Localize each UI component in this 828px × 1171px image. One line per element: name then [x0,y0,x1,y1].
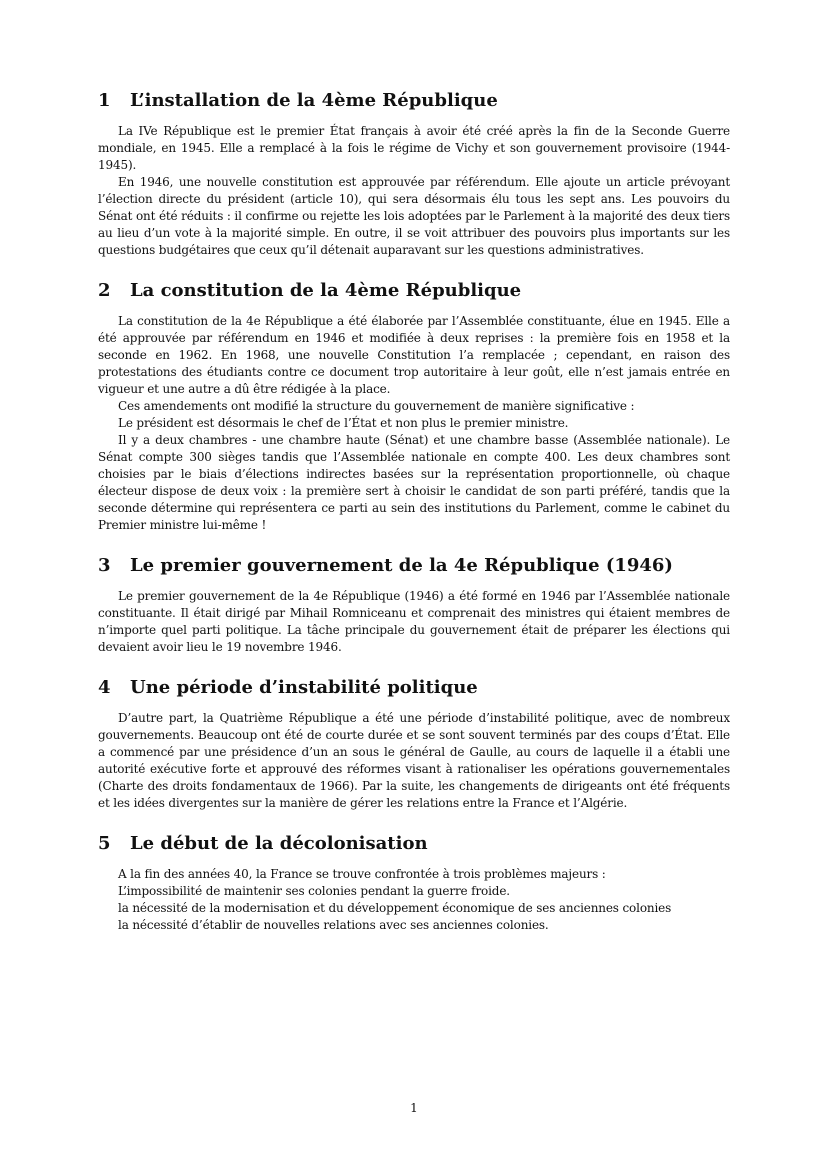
paragraph: Le premier gouvernement de la 4e République (1946) a été formé en 1946 par l’Assemblée nationale constituante. Il était dirigé par Mihail Romniceanu et comprenait des ministres qui étaient membres de n’importe quel parti politique. La tâche principale du gouvernement était de préparer les élections qui devaient avoir lieu le 19 novembre 1946. [98,589,730,654]
section-number: 2 [98,280,111,301]
section-heading [98,677,730,699]
paragraph: La constitution de la 4e République a été élaborée par l’Assemblée constituante, élue en 1945. Elle a été approuvée par référendum en 1946 et modifiée à deux reprises : la première fois en 1958 et la seconde en 1962. En 1968, une nouvelle Constitution l’a remplacée ; cependant, en raison des protestations des étudiants contre ce document trop autoritaire à leur goût, elle n’est jamais entrée en vigueur et une autre a dû être rédigée à la place. [98,314,730,396]
page-number: 1 [410,1101,418,1115]
document-page [98,90,730,955]
section-number: 1 [98,90,111,111]
section-heading [98,833,730,855]
paragraph: D’autre part, la Quatrième République a été une période d’instabilité politique, avec de nombreux gouvernements. Beaucoup ont été de courte durée et se sont souvent terminés par des coups d’État. Elle a commencé par une présidence d’un an sous le général de Gaulle, au cours de laquelle il a établi une autorité exécutive forte et approuvé des réformes visant à rationaliser les opérations gouvernementales (Charte des droits fondamentaux de 1966). Par la suite, les changements de dirigeants ont été fréquents et les idées divergentes sur la manière de gérer les relations entre la France et l’Algérie. [98,711,730,810]
section-title-text: Le début de la décolonisation [130,833,428,854]
section-title-text: Une période d’instabilité politique [130,677,478,698]
text-line: la nécessité de la modernisation et du développement économique de ses anciennes colonies [118,901,672,915]
paragraph: La IVe République est le premier État français à avoir été créé après la fin de la Seconde Guerre mondiale, en 1945. Elle a remplacé à la fois le régime de Vichy et son gouvernement provisoire (1944-1945). [98,124,730,172]
section-number: 3 [98,555,111,576]
section-1 [98,90,730,259]
section-title-text: Le premier gouvernement de la 4e République (1946) [130,555,673,576]
section-number: 5 [98,833,111,854]
section-title-text: L’installation de la 4ème République [130,90,498,111]
section-number: 4 [98,677,111,698]
section-4 [98,677,730,812]
section-3 [98,555,730,656]
section-title-text: La constitution de la 4ème République [130,280,522,301]
paragraph: Le président est désormais le chef de l’État et non plus le premier ministre. [118,416,569,430]
section-heading [98,90,730,112]
section-heading [98,280,730,302]
section-2 [98,280,730,534]
paragraph: Ces amendements ont modifié la structure du gouvernement de manière significative : [118,399,635,413]
section-5 [98,833,730,934]
section-heading [98,555,730,577]
paragraph: En 1946, une nouvelle constitution est approuvée par référendum. Elle ajoute un article prévoyant l’élection directe du président (article 10), qui sera désormais élu tous les sept ans. Les pouvoirs du Sénat ont été réduits : il confirme ou rejette les lois adoptées par le Parlement à la majorité des deux tiers au lieu d’un vote à la majorité simple. En outre, il se voit attribuer des pouvoirs plus importants sur les questions budgétaires que ceux qu’il détenait auparavant sur les questions administratives. [98,175,730,257]
text-line: la nécessité d’établir de nouvelles relations avec ses anciennes colonies. [118,918,549,932]
text-line: L’impossibilité de maintenir ses colonies pendant la guerre froide. [118,884,510,898]
paragraph: Il y a deux chambres - une chambre haute (Sénat) et une chambre basse (Assemblée nationale). Le Sénat compte 300 sièges tandis que l’Assemblée nationale en compte 400. Les deux chambres sont choisies par le biais d’élections indirectes basées sur la représentation proportionnelle, où chaque électeur dispose de deux voix : la première sert à choisir le candidat de son parti préféré, tandis que la seconde détermine qui représentera ce parti au sein des institutions du Parlement, comme le cabinet du Premier ministre lui-même ! [98,433,730,532]
text-line: A la fin des années 40, la France se trouve confrontée à trois problèmes majeurs : [118,867,606,881]
